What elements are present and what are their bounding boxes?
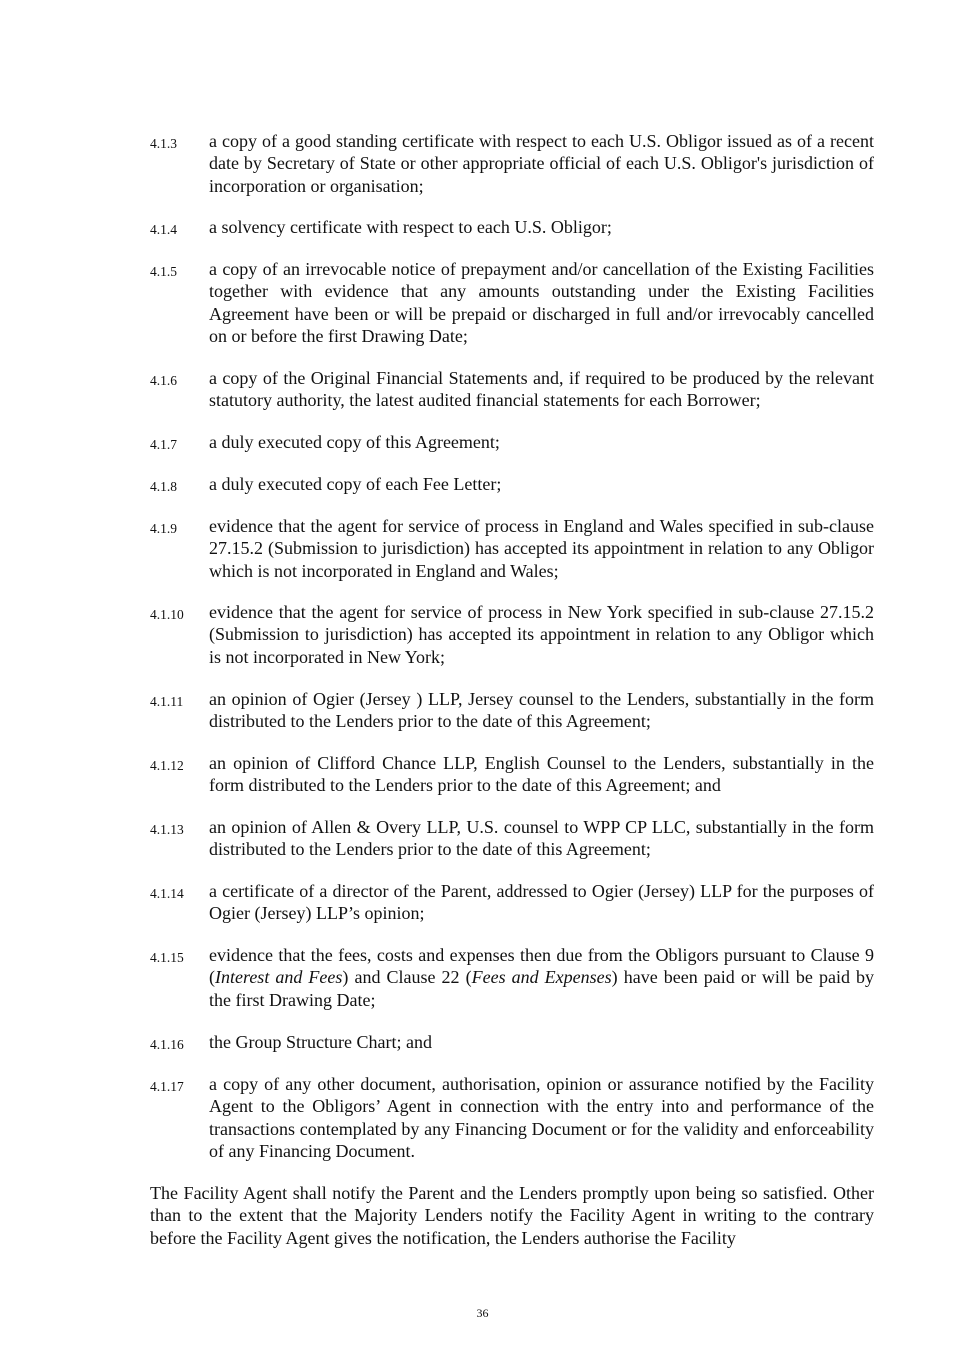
clause-number: 4.1.3 <box>150 136 177 151</box>
clause-number: 4.1.11 <box>150 694 184 709</box>
clause-text: a duly executed copy of this Agreement; <box>209 432 500 452</box>
clause-text: a copy of any other document, authorisation, opinion or assurance notified by the Facility Agent to the Obligors’ Agent in connection with the entry into and performance of the transactions contemplated by any Financing Document or for the validity and enforceability of any Financing Document. <box>209 1074 874 1162</box>
clause-text: a duly executed copy of each Fee Letter; <box>209 474 502 494</box>
clause-text-part: ) and Clause 22 ( <box>342 967 472 988</box>
clause-4-1-7 <box>150 431 874 453</box>
clause-4-1-3 <box>150 130 874 197</box>
clause-number: 4.1.13 <box>150 822 184 837</box>
clause-4-1-14 <box>150 880 874 925</box>
clause-text: evidence that the agent for service of process in New York specified in sub-clause 27.15.2 (Submission to jurisdiction) has accepted its appointment in relation to any Obligor which is not incorporated in New York; <box>209 602 874 667</box>
clause-4-1-15 <box>150 944 874 1011</box>
clause-4-1-6 <box>150 367 874 412</box>
clause-number: 4.1.6 <box>150 373 177 388</box>
clause-number: 4.1.8 <box>150 479 177 494</box>
closing-paragraph: The Facility Agent shall notify the Parent and the Lenders promptly upon being so satisfied. Other than to the extent that the Majority Lenders notify the Facility Agent in writing to the contrary before the Facility Agent gives the notification, the Lenders authorise the Facility <box>150 1183 874 1248</box>
clause-number: 4.1.4 <box>150 222 177 237</box>
clause-text: an opinion of Clifford Chance LLP, English Counsel to the Lenders, substantially in the form distributed to the Lenders prior to the date of this Agreement; and <box>209 753 874 796</box>
clause-number: 4.1.16 <box>150 1037 184 1052</box>
clause-italic-reference: Fees and Expenses <box>471 967 612 988</box>
clause-text: a copy of a good standing certificate with respect to each U.S. Obligor issued as of a recent date by Secretary of State or other appropriate official of each U.S. Obligor's jurisdiction of incorporation or organisation; <box>209 131 874 196</box>
clause-italic-reference: Interest and Fees <box>215 967 343 988</box>
clause-number: 4.1.17 <box>150 1079 184 1094</box>
clause-4-1-5 <box>150 258 874 348</box>
clause-number: 4.1.7 <box>150 437 177 452</box>
clause-text: a copy of the Original Financial Statements and, if required to be produced by the relevant statutory authority, the latest audited financial statements for each Borrower; <box>209 368 874 411</box>
clause-number: 4.1.5 <box>150 264 177 279</box>
clause-4-1-10 <box>150 601 874 668</box>
clause-number: 4.1.14 <box>150 886 184 901</box>
clause-text: a certificate of a director of the Parent, addressed to Ogier (Jersey) LLP for the purposes of Ogier (Jersey) LLP’s opinion; <box>209 881 874 924</box>
clause-number: 4.1.9 <box>150 521 177 536</box>
clause-text: the Group Structure Chart; and <box>209 1032 432 1052</box>
clause-text: evidence that the agent for service of process in England and Wales specified in sub-clause 27.15.2 (Submission to jurisdiction) has accepted its appointment in relation to any Obligor which is not incorporated in England and Wales; <box>209 516 874 581</box>
clause-4-1-4 <box>150 216 874 238</box>
clause-4-1-16 <box>150 1031 874 1053</box>
clause-4-1-12 <box>150 752 874 797</box>
page-number: 36 <box>476 1306 489 1320</box>
clause-text: a solvency certificate with respect to each U.S. Obligor; <box>209 217 612 237</box>
clause-text: an opinion of Ogier (Jersey ) LLP, Jersey counsel to the Lenders, substantially in the form distributed to the Lenders prior to the date of this Agreement; <box>209 689 874 732</box>
clause-text: an opinion of Allen & Overy LLP, U.S. counsel to WPP CP LLC, substantially in the form distributed to the Lenders prior to the date of this Agreement; <box>209 817 874 860</box>
clause-text-part: evidence that the fees, costs and expenses then due from the Obligors pursuant to Clause 9 ( <box>209 945 874 988</box>
clause-4-1-17 <box>150 1073 874 1163</box>
clause-4-1-9 <box>150 515 874 582</box>
clause-4-1-8 <box>150 473 874 495</box>
clause-number: 4.1.12 <box>150 758 184 773</box>
clause-4-1-13 <box>150 816 874 861</box>
clause-4-1-11 <box>150 688 874 733</box>
clause-text-part: ) have been paid or will be paid by the first Drawing Date; <box>209 967 875 1010</box>
clause-number: 4.1.15 <box>150 950 184 965</box>
clause-text <box>209 944 874 1011</box>
clause-number: 4.1.10 <box>150 607 184 622</box>
clause-text: a copy of an irrevocable notice of prepayment and/or cancellation of the Existing Facilities together with evidence that any amounts outstanding under the Existing Facilities Agreement have been or will be prepaid or discharged in full and/or irrevocably cancelled on or before the first Drawing Date; <box>209 259 874 347</box>
